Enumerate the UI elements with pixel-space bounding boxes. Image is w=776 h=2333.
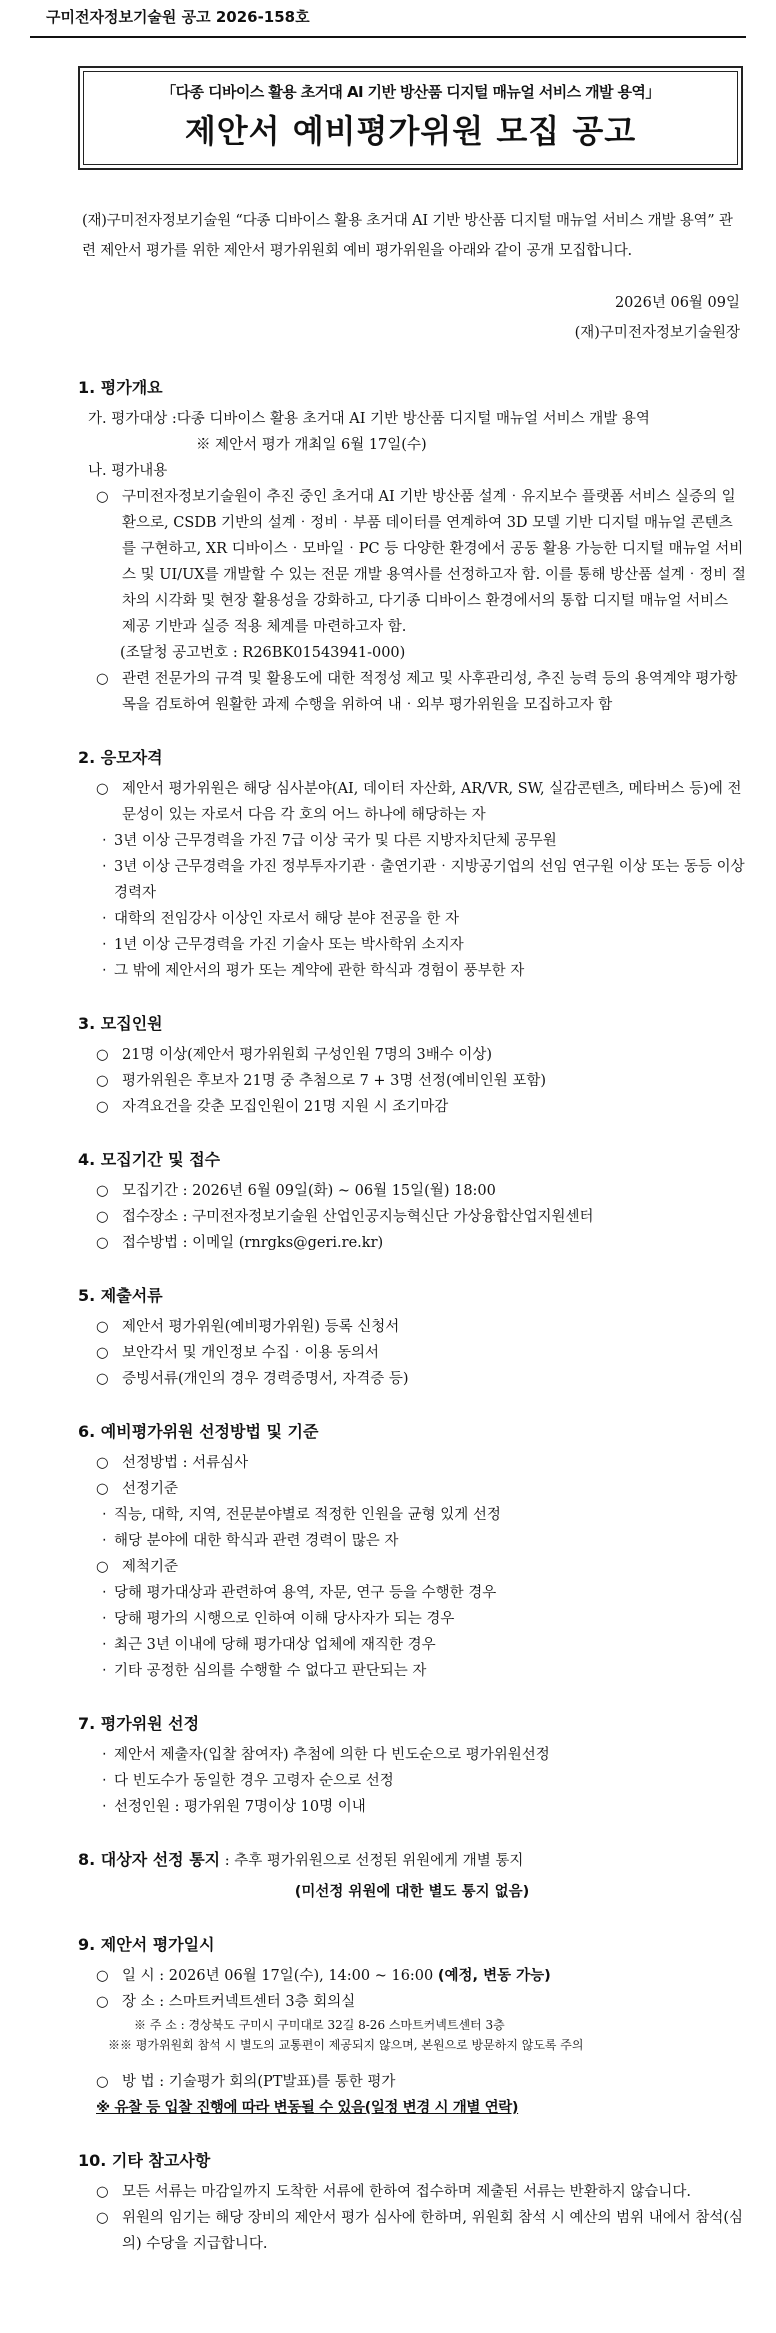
- item-text: 접수장소 : 구미전자정보기술원 산업인공지능혁신단 가상융합산업지원센터: [122, 1209, 594, 1225]
- item-text: 제척기준: [122, 1559, 179, 1575]
- list-item: [78, 1314, 746, 1340]
- list-item: [78, 828, 746, 854]
- item-text: 당해 평가대상과 관련하여 용역, 자문, 연구 등을 수행한 경우: [114, 1585, 497, 1601]
- list-item: [78, 1204, 746, 1230]
- item-text: 선정방법 : 서류심사: [122, 1455, 249, 1471]
- list-item: [78, 1450, 746, 1476]
- list-item: [78, 906, 746, 932]
- item-text: 최근 3년 이내에 당해 평가대상 업체에 재직한 경우: [114, 1637, 436, 1653]
- section-title-note: : 추후 평가위원으로 선정된 위원에게 개별 통지: [220, 1853, 524, 1869]
- schedule-change-warning: ※ 유찰 등 입찰 진행에 따라 변동될 수 있음(일정 변경 시 개별 연락): [96, 2100, 519, 2116]
- tentative-badge: (예정, 변동 가능): [437, 1968, 551, 1984]
- list-item: [78, 1178, 746, 1204]
- list-item: [78, 484, 746, 640]
- item-label: 장 소 :: [122, 1994, 169, 2010]
- circle-bullet: ○: [96, 1345, 109, 1361]
- item-text: 보안각서 및 개인정보 수집‧이용 동의서: [122, 1345, 380, 1361]
- project-title: ｢다종 디바이스 활용 초거대 AI 기반 방산품 디지털 매뉴얼 서비스 개발 용역｣: [168, 83, 653, 101]
- transport-note: ※※ 평가위원회 참석 시 별도의 교통편이 제공되지 않으며, 본원으로 방문하지 않도록 주의: [108, 2038, 584, 2052]
- list-item: [78, 2205, 746, 2257]
- item-text: 3년 이상 근무경력을 가진 7급 이상 국가 및 다른 지방자치단체 공무원: [114, 833, 557, 849]
- dot-bullet: ‧: [102, 859, 107, 875]
- circle-bullet: ○: [96, 781, 109, 797]
- circle-bullet: ○: [96, 1559, 109, 1575]
- list-item: [78, 1768, 746, 1794]
- section-other-notes: [78, 2147, 746, 2257]
- item-text: 구미전자정보기술원이 추진 중인 초거대 AI 기반 방산품 설계‧유지보수 플랫폼 서비스 실증의 일환으로, CSDB 기반의 설계‧정비‧부품 데이터를 연계하여 3D 모델 기반 디지털 매뉴얼 콘텐츠를 구현하고, XR 디바이스‧모바일‧PC 등 다양한 환경에서 공동 활용 가능한 디지털 매뉴얼 서비스 및 UI/UX를 개발할 수 있는 전문 개발 용역사를 선정하고자 함. 이를 통해 방산품 설계‧정비 절차의 시각화 및 현장 활용성을 강화하고, 다기종 디바이스 환경에서의 통합 디지털 매뉴얼 서비스 제공 기반과 실증 적용 체계를 마련하고자 함.: [122, 489, 746, 635]
- section-documents: [78, 1282, 746, 1392]
- no-separate-notice: (미선정 위원에 대한 별도 통지 없음): [294, 1884, 530, 1900]
- item-text: 당해 평가의 시행으로 인하여 이해 당사자가 되는 경우: [114, 1611, 455, 1627]
- item-text: 직능, 대학, 지역, 전문분야별로 적정한 인원을 균형 있게 선정: [114, 1507, 501, 1523]
- evaluation-target: [78, 406, 746, 432]
- circle-bullet: ○: [96, 1099, 109, 1115]
- circle-bullet: ○: [96, 2210, 109, 2226]
- item-text: 접수방법 : 이메일 (rnrgks@geri.re.kr): [122, 1235, 384, 1251]
- circle-bullet: ○: [96, 671, 109, 687]
- item-text: 다종 디바이스 활용 초거대 AI 기반 방산품 디지털 매뉴얼 서비스 개발 용역: [176, 411, 650, 427]
- item-text: ※ 주 소 : 경상북도 구미시 구미대로 32길 8-26 스마트커넥트센터 3층: [134, 2018, 505, 2032]
- schedule-date: [78, 1963, 746, 1989]
- item-text: 대학의 전임강사 이상인 자로서 해당 분야 전공을 한 자: [114, 911, 460, 927]
- list-item: [78, 1794, 746, 1820]
- list-item: [78, 1742, 746, 1768]
- schedule-place: [78, 1989, 746, 2015]
- evaluation-content-label: 나. 평가내용: [88, 463, 168, 479]
- item-label: 일 시 :: [122, 1968, 169, 1984]
- list-item: [78, 854, 746, 906]
- issue-date: 2026년 06월 09일: [614, 295, 740, 311]
- circle-bullet: ○: [96, 489, 109, 505]
- item-label: 방 법 :: [122, 2074, 169, 2090]
- dot-bullet: ‧: [102, 1637, 107, 1653]
- main-title: 제안서 예비평가위원 모집 공고: [184, 112, 637, 150]
- procurement-ref: (조달청 공고번호 : R26BK01543941-000): [120, 645, 406, 661]
- section-evaluation-overview: [78, 374, 746, 718]
- dot-bullet: ‧: [102, 1799, 107, 1815]
- dot-bullet: ‧: [102, 937, 107, 953]
- list-item: [78, 1502, 746, 1528]
- section-title-text: 8. 대상자 선정 통지: [78, 1850, 221, 1869]
- item-text: 2026년 06월 17일(수), 14:00 ~ 16:00: [168, 1968, 438, 1984]
- list-item: [78, 1554, 746, 1580]
- list-item: [78, 1230, 746, 1256]
- circle-bullet: ○: [96, 1371, 109, 1387]
- section-qualifications: [78, 744, 746, 984]
- schedule-method: [78, 2069, 746, 2095]
- list-item: [78, 1476, 746, 1502]
- list-item: [78, 1340, 746, 1366]
- title-box: [78, 66, 743, 170]
- item-text: 21명 이상(제안서 평가위원회 구성인원 7명의 3배수 이상): [122, 1047, 493, 1063]
- item-text: 선정기준: [122, 1481, 179, 1497]
- item-text: 제안서 평가위원(예비평가위원) 등록 신청서: [122, 1319, 400, 1335]
- dot-bullet: ‧: [102, 1507, 107, 1523]
- list-item: [78, 1580, 746, 1606]
- section-title: 5. 제출서류: [78, 1286, 163, 1305]
- dot-bullet: ‧: [102, 1611, 107, 1627]
- evaluation-date-note: ※ 제안서 평가 개최일 6월 17일(수): [196, 437, 427, 453]
- section-title: 3. 모집인원: [78, 1014, 163, 1033]
- dot-bullet: ‧: [102, 1663, 107, 1679]
- list-item: [78, 1068, 746, 1094]
- item-text: 스마트커넥트센터 3층 회의실: [168, 1994, 356, 2010]
- section-title: 6. 예비평가위원 선정방법 및 기준: [78, 1422, 319, 1441]
- list-item: [78, 1366, 746, 1392]
- issuer-name: (재)구미전자정보기술원장: [574, 325, 740, 341]
- section-selection-criteria: [78, 1418, 746, 1684]
- item-text: 기술평가 회의(PT발표)를 통한 평가: [168, 2074, 396, 2090]
- circle-bullet: ○: [96, 1481, 109, 1497]
- list-item: [78, 666, 746, 718]
- circle-bullet: ○: [96, 2074, 109, 2090]
- list-item: [78, 958, 746, 984]
- section-recruitment-count: [78, 1010, 746, 1120]
- notice-number: 구미전자정보기술원 공고 2026-158호: [30, 0, 746, 38]
- list-item: [78, 1528, 746, 1554]
- issue-block: [0, 288, 740, 348]
- circle-bullet: ○: [96, 1994, 109, 2010]
- section-title: 10. 기타 참고사항: [78, 2151, 211, 2170]
- title-inner-frame: [83, 71, 738, 165]
- circle-bullet: ○: [96, 1455, 109, 1471]
- list-item: [78, 1042, 746, 1068]
- item-label: 가. 평가대상 :: [88, 411, 177, 427]
- item-text: 위원의 임기는 해당 장비의 제안서 평가 심사에 한하며, 위원회 참석 시 예산의 범위 내에서 참석(심의) 수당을 지급합니다.: [122, 2210, 744, 2252]
- item-text: 제안서 평가위원은 해당 심사분야(AI, 데이터 자산화, AR/VR, SW, 실감콘텐츠, 메타버스 등)에 전문성이 있는 자로서 다음 각 호의 어느 하나에 해당하는 자: [122, 781, 742, 823]
- address-note: [78, 2015, 746, 2035]
- circle-bullet: ○: [96, 1209, 109, 1225]
- list-item: [78, 1632, 746, 1658]
- item-text: 자격요건을 갖춘 모집인원이 21명 지원 시 조기마감: [122, 1099, 449, 1115]
- item-text: 기타 공정한 심의를 수행할 수 없다고 판단되는 자: [114, 1663, 427, 1679]
- section-notification: [78, 1846, 746, 1905]
- list-item: [78, 776, 746, 828]
- item-text: 모든 서류는 마감일까지 도착한 서류에 한하여 접수하며 제출된 서류는 반환하지 않습니다.: [122, 2184, 691, 2200]
- section-title: 9. 제안서 평가일시: [78, 1935, 215, 1954]
- circle-bullet: ○: [96, 1073, 109, 1089]
- intro-paragraph: (재)구미전자정보기술원 “다종 디바이스 활용 초거대 AI 기반 방산품 디지털 매뉴얼 서비스 개발 용역” 관련 제안서 평가를 위한 제안서 평가위원회 예비 평가위원을 아래와 같이 공개 모집합니다.: [82, 213, 733, 259]
- list-item: [78, 2179, 746, 2205]
- section-title: 4. 모집기간 및 접수: [78, 1150, 221, 1169]
- section-title: 2. 응모자격: [78, 748, 163, 767]
- item-text: 1년 이상 근무경력을 가진 기술사 또는 박사학위 소지자: [114, 937, 464, 953]
- list-item: [78, 932, 746, 958]
- list-item: [78, 1658, 746, 1684]
- circle-bullet: ○: [96, 1968, 109, 1984]
- item-text: 평가위원은 후보자 21명 중 추첨으로 7 + 3명 선정(예비인원 포함): [122, 1073, 547, 1089]
- dot-bullet: ‧: [102, 1773, 107, 1789]
- list-item: [78, 1094, 746, 1120]
- item-text: 증빙서류(개인의 경우 경력증명서, 자격증 등): [122, 1371, 409, 1387]
- section-evaluation-schedule: [78, 1931, 746, 2121]
- section-title: 7. 평가위원 선정: [78, 1714, 200, 1733]
- circle-bullet: ○: [96, 1319, 109, 1335]
- section-period-submission: [78, 1146, 746, 1256]
- dot-bullet: ‧: [102, 1585, 107, 1601]
- dot-bullet: ‧: [102, 833, 107, 849]
- section-title: 1. 평가개요: [78, 378, 163, 397]
- item-text: 관련 전문가의 규격 및 활용도에 대한 적정성 제고 및 사후관리성, 추진 능력 등의 용역계약 평가항목을 검토하여 원활한 과제 수행을 위하여 내‧외부 평가위원을 모집하고자 함: [122, 671, 738, 713]
- item-text: 다 빈도수가 동일한 경우 고령자 순으로 선정: [114, 1773, 394, 1789]
- item-text: 해당 분야에 대한 학식과 관련 경력이 많은 자: [114, 1533, 399, 1549]
- item-text: 3년 이상 근무경력을 가진 정부투자기관‧출연기관‧지방공기업의 선임 연구원 이상 또는 동등 이상 경력자: [114, 859, 745, 901]
- list-item: [78, 1606, 746, 1632]
- circle-bullet: ○: [96, 1235, 109, 1251]
- dot-bullet: ‧: [102, 1533, 107, 1549]
- dot-bullet: ‧: [102, 963, 107, 979]
- circle-bullet: ○: [96, 1047, 109, 1063]
- dot-bullet: ‧: [102, 911, 107, 927]
- circle-bullet: ○: [96, 1183, 109, 1199]
- circle-bullet: ○: [96, 2184, 109, 2200]
- item-text: 선정인원 : 평가위원 7명이상 10명 이내: [114, 1799, 366, 1815]
- dot-bullet: ‧: [102, 1747, 107, 1763]
- section-evaluator-selection: [78, 1710, 746, 1820]
- section-title: [78, 1846, 746, 1875]
- item-text: 모집기간 : 2026년 6월 09일(화) ~ 06월 15일(월) 18:00: [122, 1183, 496, 1199]
- item-text: 제안서 제출자(입찰 참여자) 추첨에 의한 다 빈도순으로 평가위원선정: [114, 1747, 550, 1763]
- item-text: 그 밖에 제안서의 평가 또는 계약에 관한 학식과 경험이 풍부한 자: [114, 963, 525, 979]
